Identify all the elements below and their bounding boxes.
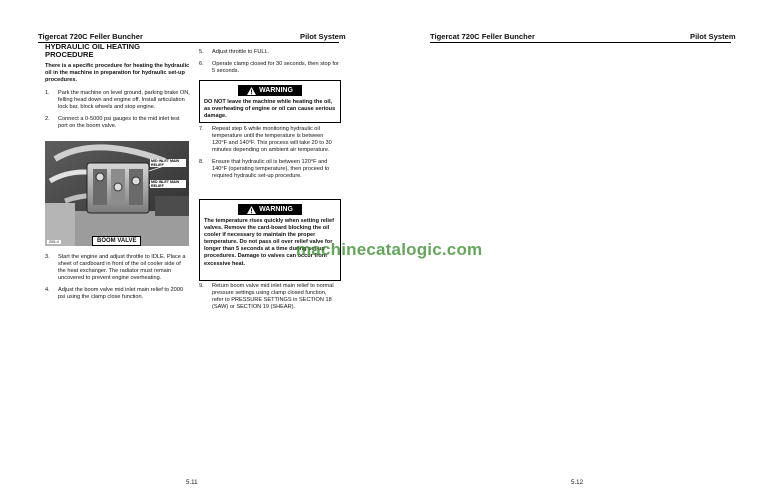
warning-badge-label: WARNING: [259, 87, 293, 94]
watermark-text: machinecatalogic.com: [296, 240, 483, 259]
step-number: 8.: [199, 158, 204, 165]
list-item: [45, 116, 190, 130]
list-item: [199, 61, 339, 75]
steps-3-4: [45, 254, 190, 306]
figure-label: BOOM VALVE: [92, 236, 141, 246]
step-text: Return boom valve mid inlet main relief to normal pressure settings using clamp closed function, refer to PRESSURE SETTINGS in SECTION 18 (SAW) or SECTION 19 (SHEAR).: [212, 283, 334, 311]
step-text: Connect a 0-5000 psi gauges to the mid inlet test port on the boom valve.: [58, 115, 180, 129]
boom-valve-illustration: [45, 141, 189, 246]
step-text: Park the machine on level ground, parking brake ON, felling head down and engine off. Install articulation lock bar, block wheels and stop engine.: [58, 90, 190, 111]
figure-id: 205-4: [49, 240, 59, 244]
list-item: [199, 283, 339, 311]
right-header-title: Tigercat 720C Feller Buncher: [430, 32, 535, 41]
step-number: 4.: [45, 286, 50, 293]
list-item: [45, 254, 190, 282]
figure-callout-2: MID INLET MAIN RELIEF: [150, 180, 186, 188]
warning-triangle-icon: [247, 87, 256, 95]
warning-badge-label: WARNING: [259, 206, 293, 213]
step-number: 2.: [45, 115, 50, 122]
step-9: [199, 283, 339, 316]
list-item: [199, 49, 339, 56]
step-text: Start the engine and adjust throttle to IDLE. Place a sheet of cardboard in front of the oil cooler side of the heat exchanger. The radiator must remain uncovered to prevent engine overheating.: [58, 254, 186, 282]
left-page-number: 5.11: [186, 479, 198, 486]
step-text: Adjust throttle to FULL.: [212, 49, 270, 55]
right-page-number: 5.12: [571, 479, 584, 486]
warning-text: The temperature rises quickly when setting relief valves. Remove the card-board blocking the oil cooler if necessary to maintain the proper temperature. Do not pass oil over relief valve for longer than 5 seconds at a time during set-up procedures. Damage to valves can occur from excessive heat.: [204, 218, 334, 267]
intro-text: There is a specific procedure for heating the hydraulic oil in the machine in preparation for hydraulic set-up procedures.: [45, 63, 190, 84]
step-number: 6.: [199, 60, 204, 67]
boom-valve-photo: [45, 141, 189, 246]
section-title: HYDRAULIC OIL HEATING PROCEDURE: [45, 42, 141, 59]
step-number: 1.: [45, 90, 50, 96]
step-text: Operate clamp closed for 30 seconds, then stop for 5 seconds.: [212, 60, 339, 74]
left-header-section: Pilot System: [300, 32, 346, 41]
steps-1-2: [45, 90, 190, 134]
right-header-rule: [430, 42, 731, 43]
step-text: Repeat step 6 while monitoring hydraulic oil temperature until the temperature is between 120°F and 140°F. This process will take 20 to 30 minutes depending on ambient air temperature.: [212, 126, 332, 154]
warning-text: DO NOT leave the machine while heating the oil, as overheating of engine or oil can cause serious damage.: [204, 99, 336, 120]
step-text: Ensure that hydraulic oil is between 120°F and 140°F (operating temperature), then proceed to required hydraulic set-up procedure.: [212, 158, 330, 180]
warning-box-1: [199, 80, 341, 123]
warning-triangle-icon: [247, 206, 256, 214]
list-item: [199, 159, 339, 180]
warning-badge: [238, 85, 302, 96]
steps-5-6: [199, 49, 339, 79]
left-header-title: Tigercat 720C Feller Buncher: [38, 32, 143, 41]
step-number: 7.: [199, 126, 204, 132]
figure-callout-1: MID INLET MAIN RELIEF: [150, 159, 186, 167]
steps-7-8: [199, 126, 339, 185]
step-number: 9.: [199, 283, 204, 289]
warning-badge: [238, 204, 302, 215]
step-text: Adjust the boom valve mid inlet main relief to 2000 psi using the clamp close function.: [58, 286, 183, 300]
list-item: [45, 287, 190, 301]
right-header-section: Pilot System: [690, 32, 736, 41]
list-item: [199, 126, 339, 154]
step-number: 5.: [199, 49, 204, 55]
list-item: [45, 90, 190, 111]
step-number: 3.: [45, 254, 50, 260]
